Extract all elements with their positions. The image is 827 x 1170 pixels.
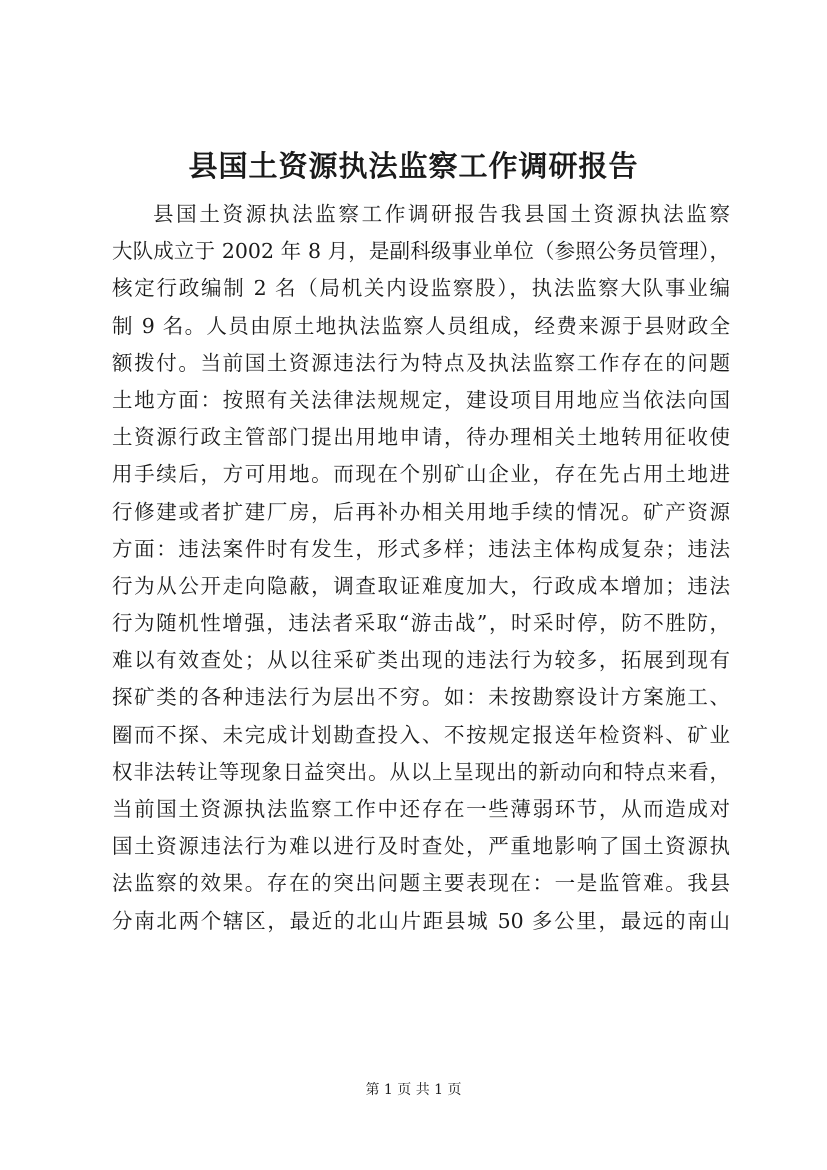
body-line: 国土资源违法行为难以进行及时查处，严重地影响了国土资源执 [112, 834, 730, 859]
body-line: 难以有效查处；从以往采矿类出现的违法行为较多，拓展到现有 [112, 648, 730, 673]
document-body [112, 196, 730, 940]
body-line: 法监察的效果。存在的突出问题主要表现在：一是监管难。我县 [112, 871, 730, 896]
body-line: 制 9 名。人员由原土地执法监察人员组成，经费来源于县财政全 [112, 313, 730, 338]
body-line: 当前国土资源执法监察工作中还存在一些薄弱环节，从而造成对 [112, 797, 730, 821]
body-line: 分南北两个辖区，最近的北山片距县城 50 多公里，最远的南山 [112, 908, 730, 933]
page-number-label: 第 1 页 共 1 页 [365, 1082, 462, 1098]
body-line: 行修建或者扩建厂房，后再补办相关用地手续的情况。矿产资源 [112, 499, 730, 524]
body-line: 大队成立于 2002 年 8 月，是副科级事业单位（参照公务员管理）， [112, 239, 730, 264]
body-line: 权非法转让等现象日益突出。从以上呈现出的新动向和特点来看， [112, 759, 730, 784]
body-line: 方面：违法案件时有发生，形式多样；违法主体构成复杂；违法 [112, 536, 730, 561]
body-line: 土地方面：按照有关法律法规规定，建设项目用地应当依法向国 [112, 387, 730, 412]
body-line: 县国土资源执法监察工作调研报告我县国土资源执法监察 [153, 202, 730, 226]
body-line: 土资源行政主管部门提出用地申请，待办理相关土地转用征收使 [112, 425, 730, 450]
body-line: 额拨付。当前国土资源违法行为特点及执法监察工作存在的问题 [112, 350, 730, 375]
body-line: 行为从公开走向隐蔽，调查取证难度加大，行政成本增加；违法 [112, 573, 730, 598]
body-line: 圈而不探、未完成计划勘查投入、不按规定报送年检资料、矿业 [112, 722, 730, 747]
body-line: 用手续后，方可用地。而现在个别矿山企业，存在先占用土地进 [112, 462, 730, 487]
document-title: 县国土资源执法监察工作调研报告 [188, 149, 639, 183]
body-line: 核定行政编制 2 名（局机关内设监察股），执法监察大队事业编 [112, 276, 730, 301]
body-line: 探矿类的各种违法行为层出不穷。如：未按勘察设计方案施工、 [112, 685, 730, 710]
page-footer [0, 1080, 827, 1100]
body-line: 行为随机性增强，违法者采取“游击战”，时采时停，防不胜防， [112, 611, 730, 636]
